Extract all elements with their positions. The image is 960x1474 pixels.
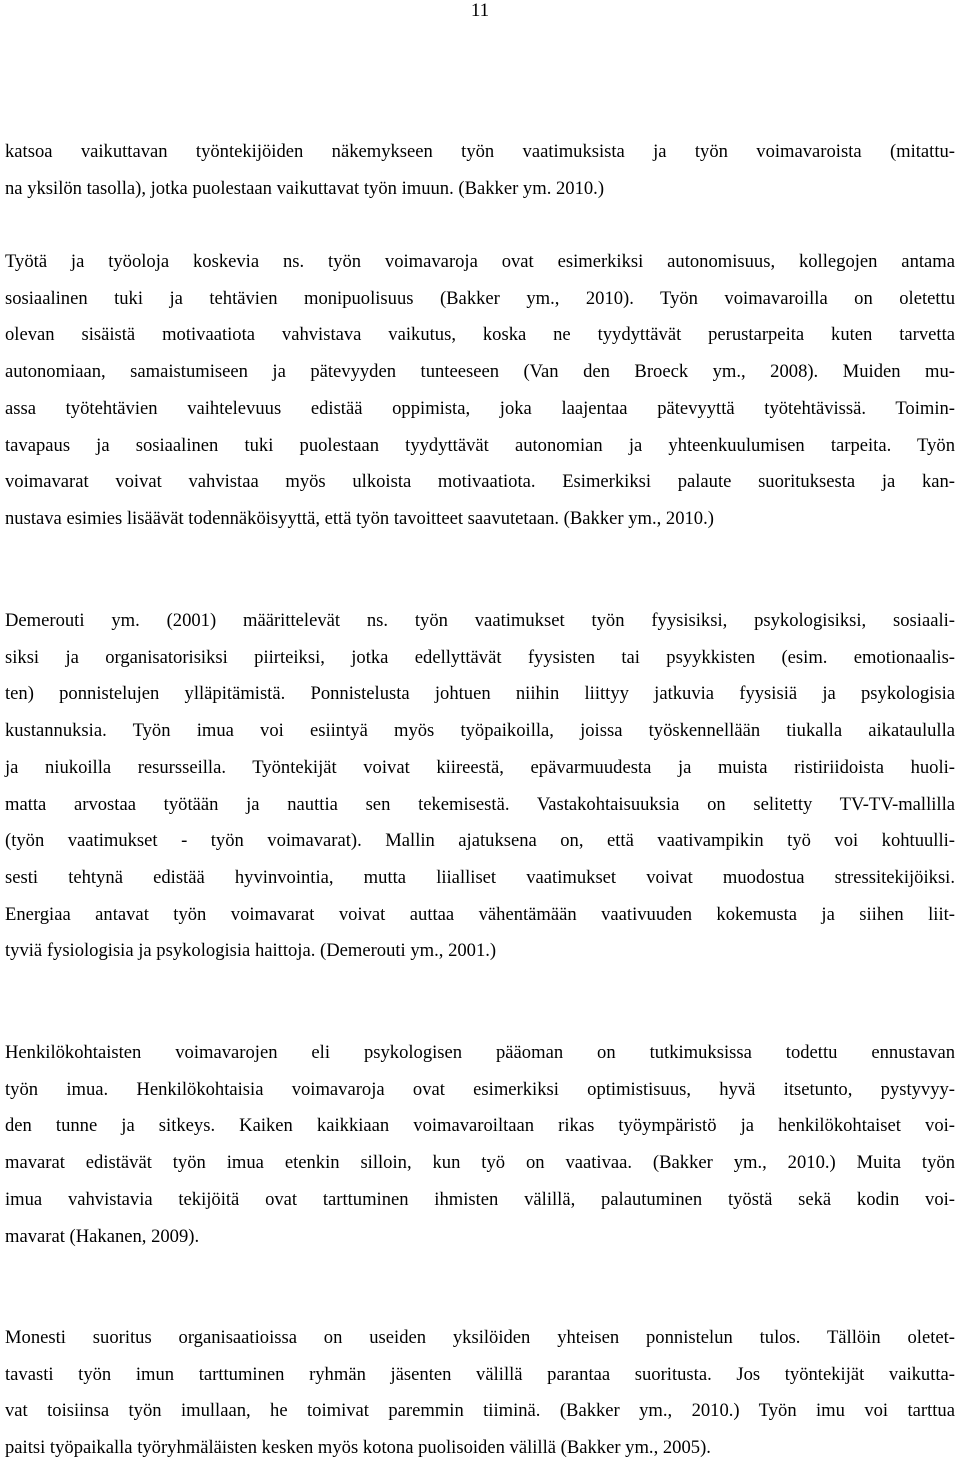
text-line: assa työtehtävien vaihtelevuus edistää oppimista, joka laajentaa pätevyyttä työtehtävissä. Toimin- xyxy=(5,397,955,419)
text-line: ja niukoilla resursseilla. Työntekijät voivat kiireestä, epävarmuudesta ja muista ristiriidoista huoli- xyxy=(5,756,955,778)
paragraph-4 xyxy=(5,1035,955,1255)
paragraph-5 xyxy=(5,1320,955,1467)
text-line: den tunne ja sitkeys. Kaiken kaikkiaan voimavaroiltaan rikas työympäristö ja henkilökohtaiset voi- xyxy=(5,1115,955,1137)
paragraph-2 xyxy=(5,244,955,538)
page-number: 11 xyxy=(470,0,490,21)
text-line: siksi ja organisatorisiksi piirteiksi, jotka edellyttävät fyysisten tai psyykkisten (esim. emotionaalis- xyxy=(5,646,955,668)
text-line: Henkilökohtaisten voimavarojen eli psykologisen pääoman on tutkimuksissa todettu ennustavan xyxy=(5,1042,955,1063)
text-line: (työn vaatimukset - työn voimavarat). Mallin ajatuksena on, että vaativampikin työ voi kohtuulli- xyxy=(5,830,955,852)
text-line: autonomiaan, samaistumiseen ja pätevyyden tunteeseen (Van den Broeck ym., 2008). Muiden mu- xyxy=(5,361,955,383)
text-line: na yksilön tasolla), jotka puolestaan vaikuttavat työn imuun. (Bakker ym. 2010.) xyxy=(5,177,605,199)
text-line: mavarat (Hakanen, 2009). xyxy=(5,1225,200,1247)
text-line: katsoa vaikuttavan työntekijöiden näkemykseen työn vaatimuksista ja työn voimavaroista (mitattu- xyxy=(5,141,955,162)
text-line: kustannuksia. Työn imua voi esiintyä myös työpaikoilla, joissa työskennellään tiukalla aikataululla xyxy=(5,720,955,742)
text-line: imua vahvistavia tekijöitä ovat tarttuminen ihmisten välillä, palautuminen työstä sekä kodin voi- xyxy=(5,1188,955,1210)
text-line: matta arvostaa työtään ja nauttia sen tekemisestä. Vastakohtaisuuksia on selitetty TV-TV-mallilla xyxy=(5,793,955,815)
text-line: nustava esimies lisäävät todennäköisyyttä, että työn tavoitteet saavutetaan. (Bakker ym., 2010.) xyxy=(5,507,714,529)
text-line: työn imua. Henkilökohtaisia voimavaroja ovat esimerkiksi optimistisuus, hyvä itsetunto, pystyvyy- xyxy=(5,1078,955,1100)
text-line: sesti tehtynä edistää hyvinvointia, mutta liialliset vaatimukset voivat muodostua stressitekijöiksi. xyxy=(5,866,955,888)
text-line: Energiaa antavat työn voimavarat voivat auttaa vähentämään vaativuuden kokemusta ja siihen liit- xyxy=(5,903,955,925)
text-line: Työtä ja työoloja koskevia ns. työn voimavaroja ovat esimerkiksi autonomisuus, kollegojen antama xyxy=(5,251,955,272)
text-line: voimavarat voivat vahvistaa myös ulkoista motivaatiota. Esimerkiksi palaute suorituksesta ja kan- xyxy=(5,471,955,493)
text-line: vat toisiinsa työn imullaan, he toimivat paremmin tiiminä. (Bakker ym., 2010.) Työn imu voi tarttua xyxy=(5,1400,955,1422)
text-line: tyviä fysiologisia ja psykologisia haittoja. (Demerouti ym., 2001.) xyxy=(5,940,497,962)
paragraph-3 xyxy=(5,603,955,970)
text-line: Demerouti ym. (2001) määrittelevät ns. työn vaatimukset työn fyysisiksi, psykologisiksi, sosiaali- xyxy=(5,610,955,631)
text-line: ten) ponnistelujen ylläpitämistä. Ponnistelusta johtuen niihin liittyy jatkuvia fyysisiä ja psykologisia xyxy=(5,683,955,705)
text-line: tavapaus ja sosiaalinen tuki puolestaan tyydyttävät autonomian ja yhteenkuulumisen tarpeita. Työn xyxy=(5,434,955,456)
text-line: olevan sisäistä motivaatiota vahvistava vaikutus, koska ne tyydyttävät perustarpeita kuten tarvetta xyxy=(5,324,955,346)
text-line: sosiaalinen tuki ja tehtävien monipuolisuus (Bakker ym., 2010). Työn voimavaroilla on oletettu xyxy=(5,287,955,309)
text-line: mavarat edistävät työn imua etenkin silloin, kun työ on vaativaa. (Bakker ym., 2010.) Muita työn xyxy=(5,1152,955,1174)
text-line: Monesti suoritus organisaatioissa on useiden yksilöiden yhteisen ponnistelun tulos. Tällöin oletet- xyxy=(5,1327,955,1348)
text-line: tavasti työn imun tarttuminen ryhmän jäsenten välillä parantaa suoritusta. Jos työntekijät vaikutta- xyxy=(5,1363,955,1385)
paragraph-1 xyxy=(5,134,955,207)
text-line: paitsi työpaikalla työryhmäläisten kesken myös kotona puolisoiden välillä (Bakker ym., 2005). xyxy=(5,1437,711,1459)
